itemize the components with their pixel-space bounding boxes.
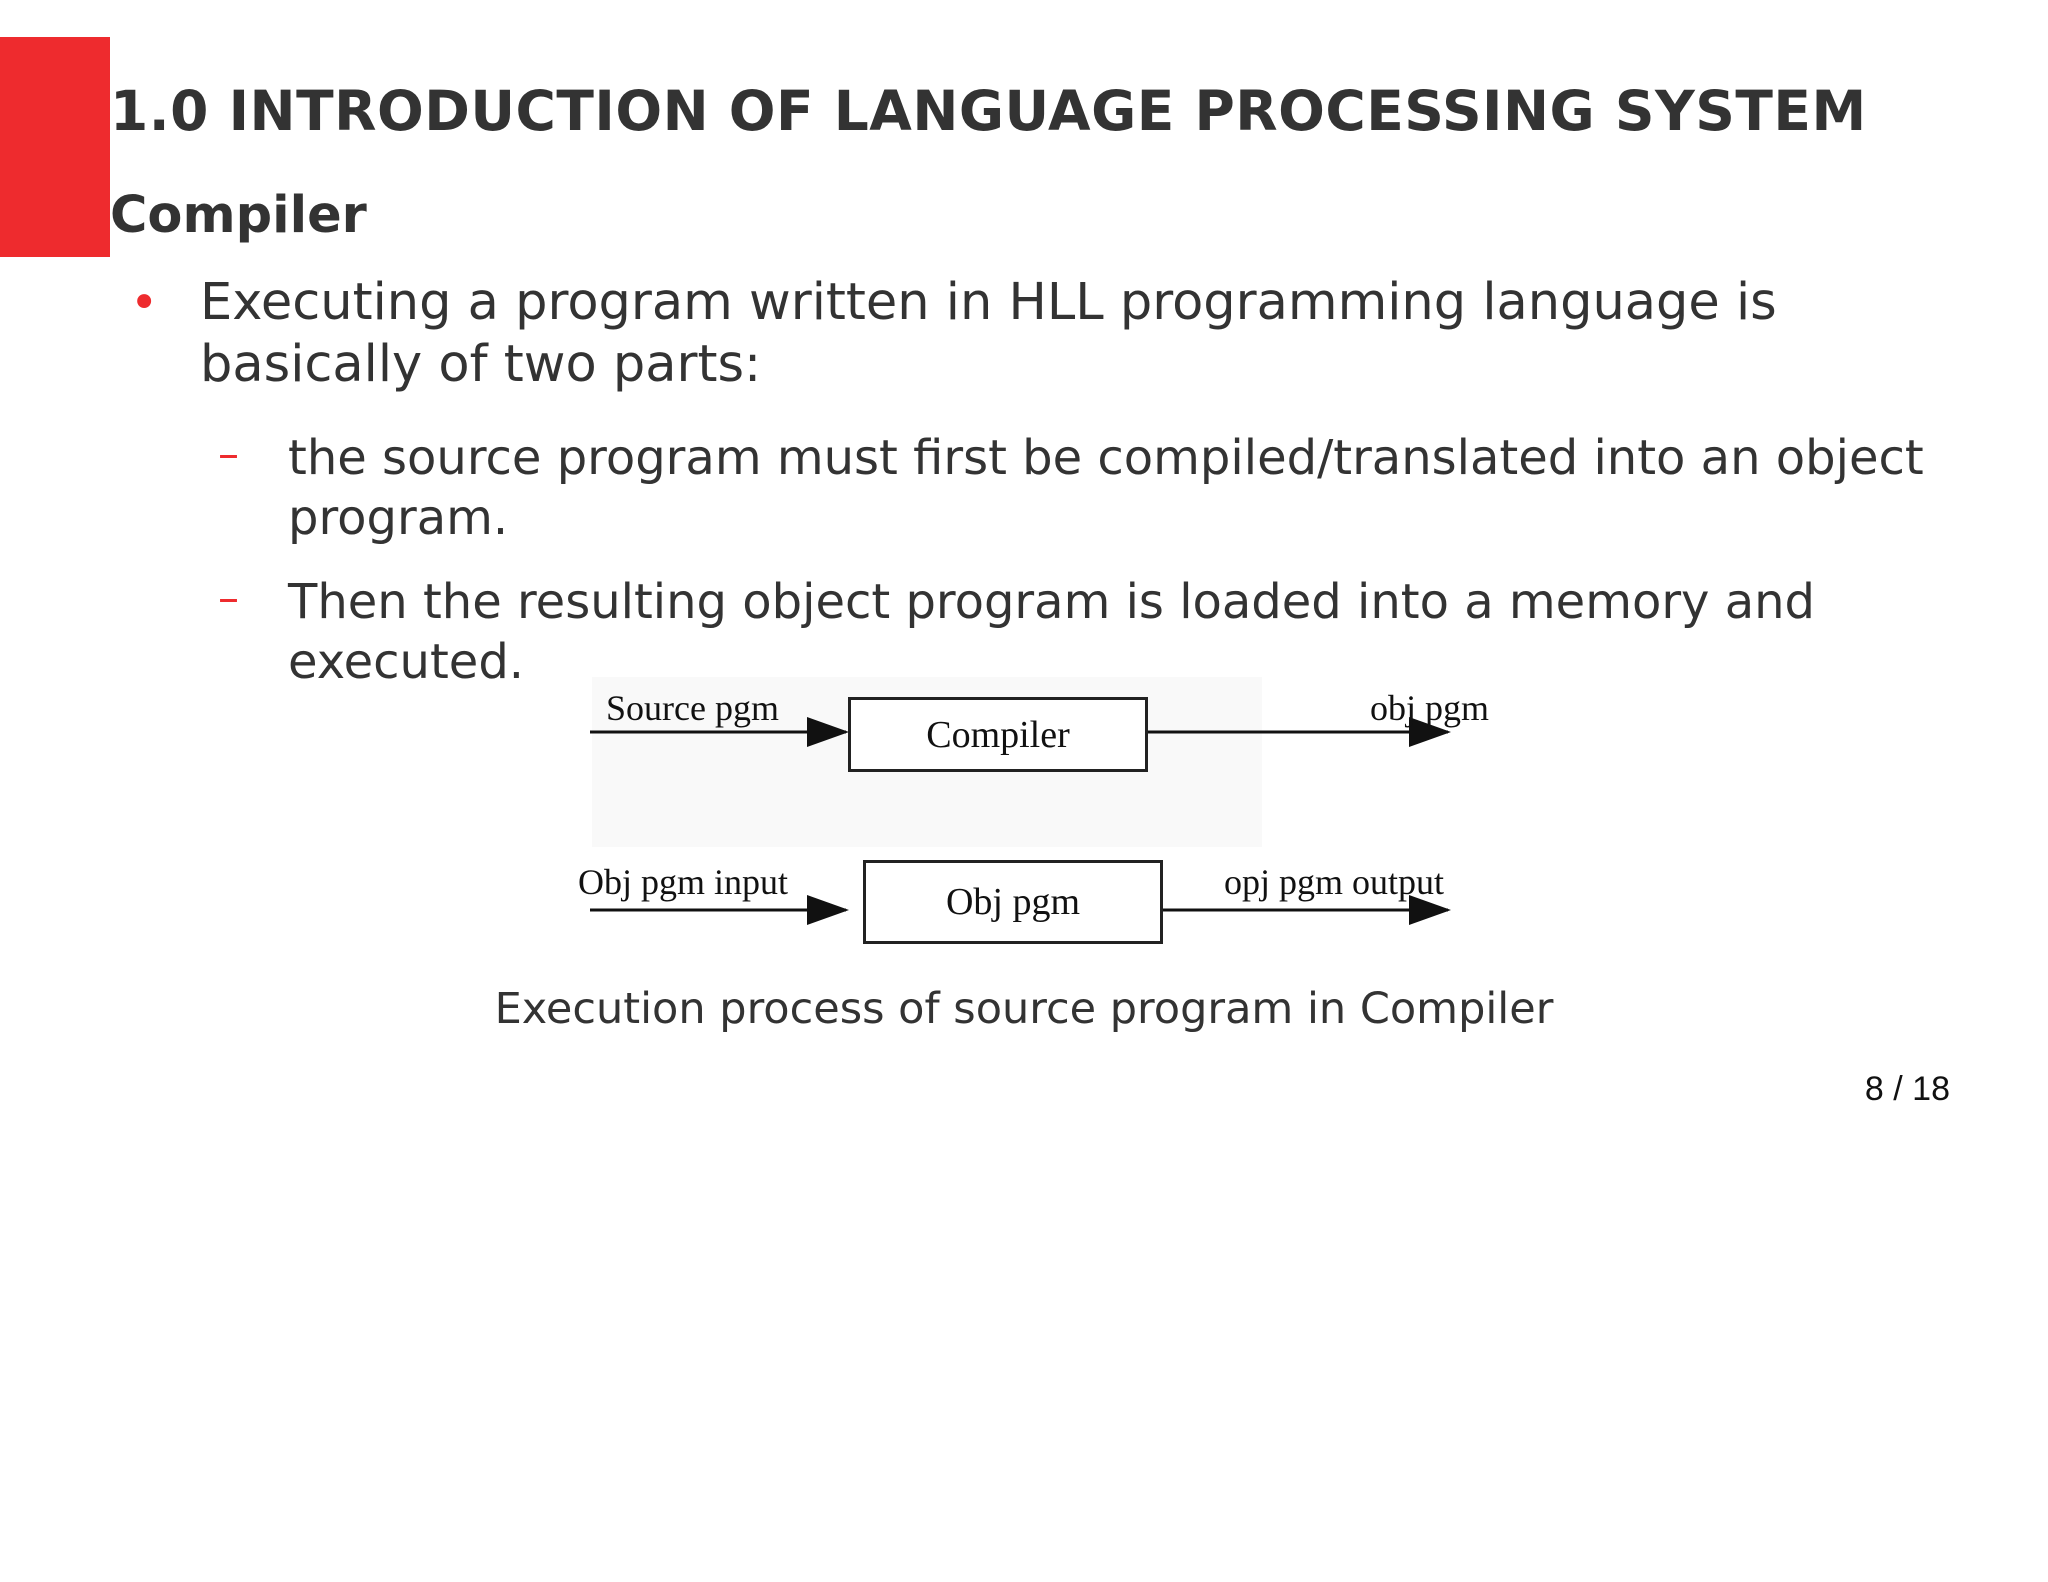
subbullet-item	[218, 428, 1998, 548]
page-number: 8 / 18	[1864, 1070, 1950, 1108]
obj-pgm-label: obj pgm	[1370, 688, 1490, 728]
subbullet-marker: –	[218, 573, 239, 622]
obj-pgm-box-label: Obj pgm	[945, 881, 1081, 923]
bullet-text: Executing a program written in HLL programming language is basically of two parts:	[200, 273, 1777, 394]
subbullet-text: Then the resulting object program is loaded into a memory and executed.	[288, 574, 1816, 690]
slide-subtitle: Compiler	[110, 186, 367, 245]
obj-pgm-input-label: Obj pgm input	[578, 862, 789, 902]
accent-bar	[0, 37, 110, 257]
subbullet-text: the source program must first be compiled/translated into an object program.	[288, 430, 1924, 546]
compiler-box-label: Compiler	[926, 714, 1070, 756]
compiler-box	[848, 697, 1148, 772]
obj-pgm-box	[863, 860, 1163, 944]
compiler-diagram	[560, 672, 1560, 962]
source-pgm-label: Source pgm	[606, 688, 779, 728]
opj-pgm-output-label: opj pgm output	[1224, 862, 1445, 902]
bullet-item	[130, 272, 1970, 396]
bullet-marker: •	[130, 275, 159, 331]
slide-title: 1.0 INTRODUCTION OF LANGUAGE PROCESSING SYSTEM	[110, 79, 1867, 143]
subbullet-marker: –	[218, 429, 239, 478]
figure-caption: Execution process of source program in Compiler	[494, 984, 1554, 1034]
